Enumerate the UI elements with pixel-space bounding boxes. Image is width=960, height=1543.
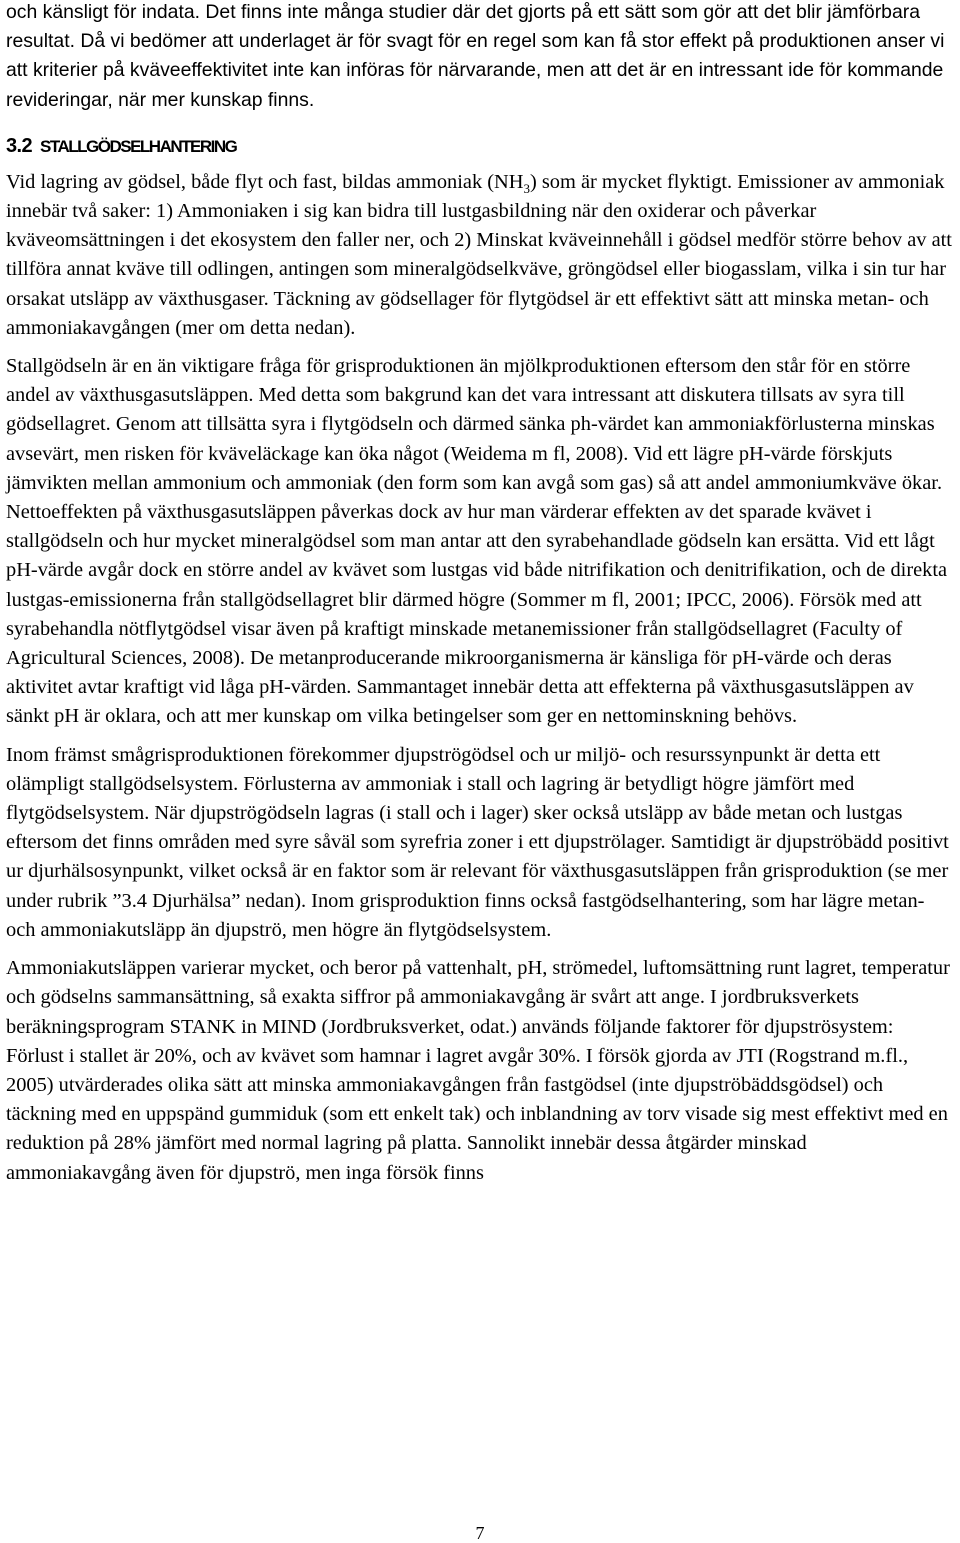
- paragraph-ammoniak: [6, 168, 956, 343]
- page-number: 7: [475, 1523, 485, 1543]
- section-title: STALLGÖDSELHANTERING: [40, 136, 237, 156]
- section-heading: [6, 131, 956, 162]
- paragraph-djupstro: Inom främst smågrisproduktionen förekommer djupströgödsel och ur miljö- och resurssynpunkt är detta ett olämpligt stallgödselsystem. Förlusterna av ammoniak i stall och lagring är betydligt högre jämfört med flytgödselsystem. När djupströgödseln lagras (i stall och i lager) sker också utsläpp av både metan och lustgas eftersom det finns områden med syre såväl som syrefria zoner i ett djupströlager. Samtidigt är djupströbädd positivt ur djurhälsosynpunkt, vilket också är en faktor som är relevant för växthusgasutsläppen från grisproduktion (se mer under rubrik ”3.4 Djurhälsa” nedan). Inom grisproduktion finns också fastgödselhantering, som har lägre metan- och ammoniakutsläpp än djupströ, men högre än flytgödselsystem.: [6, 743, 949, 941]
- paragraph-text-after-subscript: ) som är mycket flyktigt. Emissioner av ammoniak innebär två saker: 1) Ammoniaken i sig kan bidra till lustgasbildning när den oxiderar och påverkar kväveomsättningen i det ekosystem den faller ner, och 2) Minskat kväveinnehåll i gödsel medför större behov av att tillföra annat kväve till odlingen, antingen som mineralgödselkväve, gröngödsel eller biogasslam, vilka i sin tur har orsakat utsläpp av växthusgaser. Täckning av gödsellager för flytgödsel är ett effektivt sätt att minska metan- och ammoniakavgången (mer om detta nedan).: [6, 170, 952, 339]
- intro-paragraph: och känsligt för indata. Det finns inte många studier där det gjorts på ett sätt som gör att det blir jämförbara resultat. Då vi bedömer att underlaget är för svagt för en regel som kan få stor effekt på produktionen anser vi att kriterier på kväveeffektivitet inte kan införas för närvarande, men att det är en intressant ide för kommande revideringar, när mer kunskap finns.: [6, 1, 945, 111]
- paragraph-stallgodsel: Stallgödseln är en än viktigare fråga för grisproduktionen än mjölkproduktionen eftersom den står för en större andel av växthusgasutsläppen. Med detta som bakgrund kan det vara intressant att diskutera tillsats av syra till gödsellagret. Genom att tillsätta syra i flytgödseln och därmed sänka ph-värdet kan ammoniakförlusterna minskas avsevärt, men risken för kväveläckage kan öka något (Weidema m fl, 2008). Vid ett lägre pH-värde förskjuts jämvikten mellan ammonium och ammoniak (den form som kan avgå som gas) så att andel ammoniumkväve ökar. Nettoeffekten på växthusgasutsläppen påverkas dock av hur man värderar effekten av det sparade kvävet i stallgödseln och hur mycket mineralgödsel som man antar att den syrabehandlade gödseln kan ersätta. Vid ett lågt pH-värde avgår dock en större andel av kvävet som lustgas vid både nitrifikation och denitrifikation, och de direkta lustgas-emissionerna från stallgödsellagret blir därmed högre (Sommer m fl, 2001; IPCC, 2006). Försök med att syrabehandla nötflytgödsel visar även på kraftigt minskade metanemissioner från stallgödsellagret (Faculty of Agricultural Sciences, 2008). De metanproducerande mikroorganismerna är känsliga för pH-värde och deras aktivitet avtar kraftigt vid låga pH-värden. Sammantaget innebär detta att effekterna på växthusgasutsläppen av sänkt pH är oklara, och att mer kunskap om vilka betingelser som ger en nettominskning behövs.: [6, 355, 948, 728]
- section-number: 3.2: [6, 134, 33, 157]
- subscript-three: 3: [523, 180, 530, 196]
- document-page: [6, 0, 956, 1197]
- paragraph-ammoniakutslapp: Ammoniakutsläppen varierar mycket, och beror på vattenhalt, pH, strömedel, luftomsättning runt lagret, temperatur och gödselns sammansättning, så exakta siffror på ammoniakavgång är svårt att ange. I jordbruksverkets beräkningsprogram STANK in MIND (Jordbruksverket, odat.) används följande faktorer för djupströsystem: Förlust i stallet är 20%, och av kvävet som hamnar i lagret avgår 30%. I försök gjorda av JTI (Rogstrand m.fl., 2005) utvärderades olika sätt att minska ammoniakavgången från fastgödsel (inte djupströbäddsgödsel) och täckning med en uppspänd gummiduk (som ett enkelt tak) och inblandning av torv visade sig mest effektivt med en reduktion på 28% jämfört med normal lagring på platta. Sannolikt innebär dessa åtgärder minskad ammoniakavgång även för djupströ, men inga försök finns: [6, 957, 950, 1184]
- paragraph-text-before-subscript: Vid lagring av gödsel, både flyt och fast, bildas ammoniak (NH: [6, 170, 524, 193]
